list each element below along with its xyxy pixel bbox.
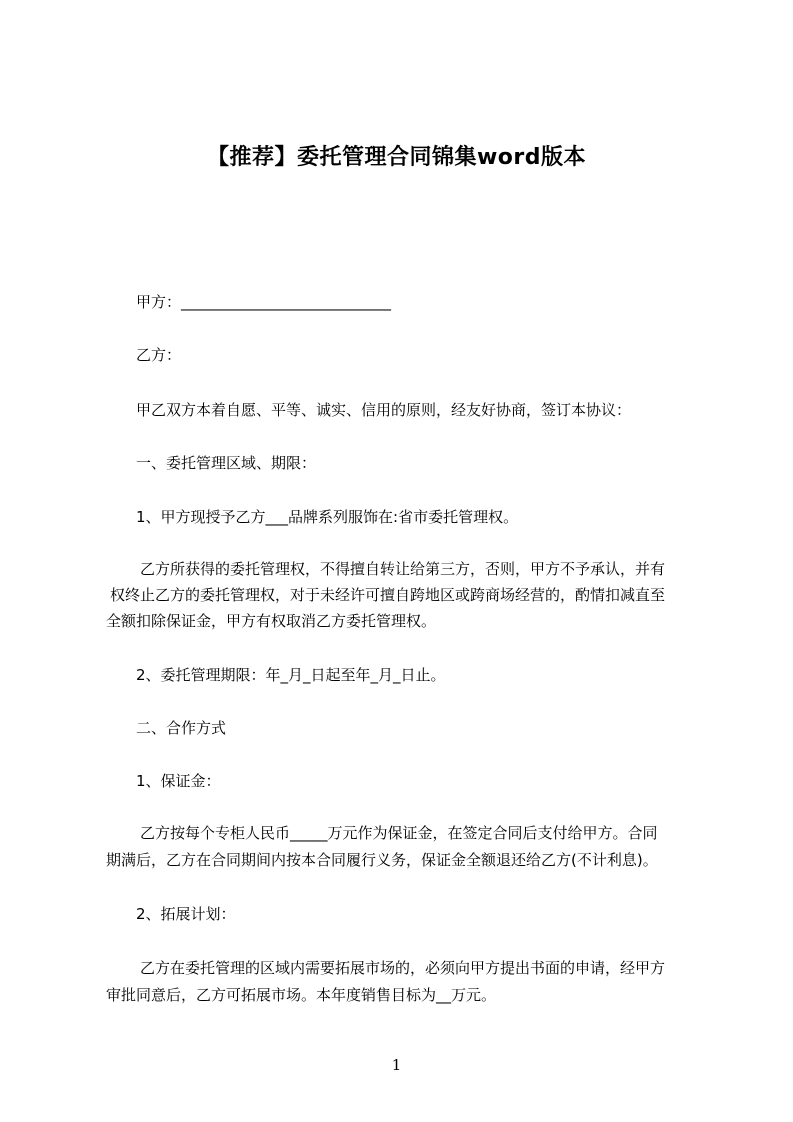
section2-paragraph2-line2: 审批同意后，乙方可拓展市场。本年度销售目标为__万元。: [106, 986, 497, 1004]
section1-paragraph-line1: 乙方所获得的委托管理权，不得擅自转让给第三方，否则，甲方不予承认，并有: [140, 560, 666, 578]
section1-item2: 2、委托管理期限：年_月_日起至年_月_日止。: [136, 666, 446, 684]
section2-paragraph2-line1: 乙方在委托管理的区域内需要拓展市场的，必须向甲方提出书面的申请，经甲方: [140, 959, 666, 977]
section2-paragraph1-line2: 期满后，乙方在合同期间内按本合同履行义务，保证金全额退还给乙方(不计利息)。: [106, 851, 658, 869]
section2-paragraph1-line1: 乙方按每个专柜人民币_____万元作为保证金，在签定合同后支付给甲方。合同: [140, 824, 658, 842]
section1-paragraph-line2: 权终止乙方的委托管理权，对于未经许可擅自跨地区或跨商场经营的，酌情扣减直至: [110, 586, 666, 604]
party-b-line: 乙方：: [136, 346, 182, 364]
party-a-line: 甲方：____________________________: [136, 293, 392, 311]
section1-item1: 1、甲方现授予乙方___品牌系列服饰在:省市委托管理权。: [136, 508, 519, 526]
page-number: 1: [391, 1056, 402, 1074]
section2-heading: 二、合作方式: [136, 719, 227, 737]
intro-paragraph: 甲乙双方本着自愿、平等、诚实、信用的原则，经友好协商，签订本协议：: [136, 401, 632, 419]
section1-paragraph-line3: 全额扣除保证金，甲方有权取消乙方委托管理权。: [106, 612, 437, 630]
section1-heading: 一、委托管理区域、期限：: [136, 454, 317, 472]
section2-item1: 1、保证金：: [136, 772, 221, 790]
document-title: 【推荐】委托管理合同锦集word版本: [206, 145, 587, 170]
section2-item2: 2、拓展计划：: [136, 905, 236, 923]
